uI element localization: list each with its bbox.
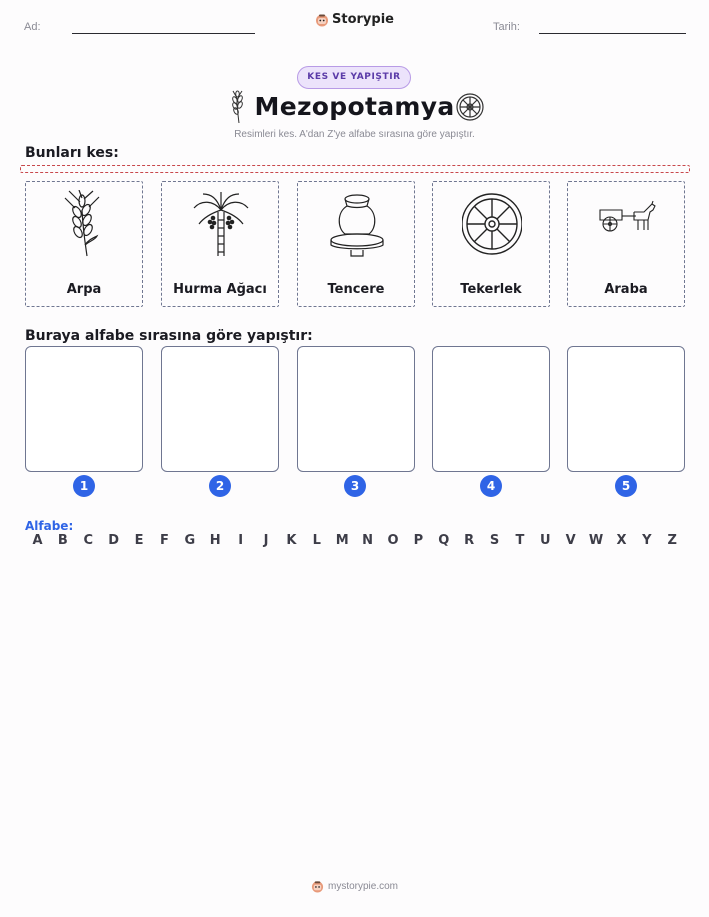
alphabet-letter: G — [184, 533, 196, 548]
alphabet-letter: B — [57, 533, 68, 548]
cut-card-araba[interactable] — [567, 181, 685, 307]
cut-guide-line — [20, 165, 690, 173]
wheel-icon — [455, 92, 485, 122]
alphabet-letter: N — [362, 533, 374, 548]
alphabet-letter: O — [387, 533, 399, 548]
alphabet-row — [25, 533, 685, 548]
alphabet-letter: P — [413, 533, 424, 548]
cut-card-arpa[interactable] — [25, 181, 143, 307]
alphabet-label: Alfabe: — [25, 519, 74, 533]
paste-section-label: Buraya alfabe sırasına göre yapıştır: — [25, 328, 313, 344]
cut-section-label: Bunları kes: — [25, 145, 119, 161]
cart-icon — [595, 190, 661, 258]
alphabet-letter: V — [565, 533, 576, 548]
card-label: Hurma Ağacı — [173, 282, 267, 297]
page-title: Mezopotamya — [254, 92, 455, 121]
alphabet-letter: R — [464, 533, 475, 548]
activity-type-badge: KES VE YAPIŞTIR — [297, 66, 411, 89]
paste-box-2[interactable] — [161, 346, 279, 472]
number-badge: 1 — [73, 475, 95, 497]
title-row — [0, 88, 709, 126]
alphabet-letter: D — [108, 533, 120, 548]
cut-card-tencere[interactable] — [297, 181, 415, 307]
pot-icon — [327, 190, 387, 258]
alphabet-letter: H — [209, 533, 221, 548]
alphabet-letter: E — [134, 533, 144, 548]
date-label: Tarih: — [493, 21, 520, 33]
alphabet-letter: Q — [438, 533, 450, 548]
alphabet-letter: J — [263, 533, 269, 548]
alphabet-letter: F — [160, 533, 169, 548]
alphabet-letter: T — [515, 533, 525, 548]
paste-box-3[interactable] — [297, 346, 415, 472]
alphabet-letter: Z — [667, 533, 677, 548]
alphabet-letter: S — [489, 533, 500, 548]
number-badge: 5 — [615, 475, 637, 497]
name-line[interactable] — [72, 33, 255, 34]
wheel-icon — [462, 190, 522, 258]
footer-url: mystorypie.com — [327, 881, 398, 892]
alphabet-letter: L — [312, 533, 321, 548]
paste-box-4[interactable] — [432, 346, 550, 472]
storypie-mascot-icon — [311, 880, 324, 893]
alphabet-letter: A — [32, 533, 43, 548]
brand-name: Storypie — [332, 12, 394, 27]
alphabet-letter: I — [238, 533, 244, 548]
storypie-mascot-icon — [315, 13, 329, 27]
cut-card-hurma-agaci[interactable] — [161, 181, 279, 307]
number-badge: 4 — [480, 475, 502, 497]
barley-icon — [55, 190, 115, 258]
brand-logo — [0, 12, 709, 31]
card-label: Tencere — [327, 282, 385, 297]
number-badge: 2 — [209, 475, 231, 497]
alphabet-letter: W — [588, 533, 604, 548]
number-badge: 3 — [344, 475, 366, 497]
palm-tree-icon — [191, 190, 251, 258]
alphabet-letter: C — [83, 533, 94, 548]
alphabet-letter: Y — [642, 533, 652, 548]
paste-box-5[interactable] — [567, 346, 685, 472]
alphabet-letter: U — [540, 533, 551, 548]
card-label: Araba — [604, 282, 648, 297]
name-label: Ad: — [24, 21, 41, 33]
paste-box-1[interactable] — [25, 346, 143, 472]
card-label: Arpa — [66, 282, 102, 297]
alphabet-letter: X — [616, 533, 627, 548]
card-label: Tekerlek — [460, 282, 522, 297]
date-line[interactable] — [539, 33, 686, 34]
cut-card-tekerlek[interactable] — [432, 181, 550, 307]
footer — [0, 880, 709, 896]
instructions: Resimleri kes. A'dan Z'ye alfabe sırasına göre yapıştır. — [234, 129, 475, 140]
alphabet-letter: K — [286, 533, 297, 548]
alphabet-letter: M — [335, 533, 349, 548]
